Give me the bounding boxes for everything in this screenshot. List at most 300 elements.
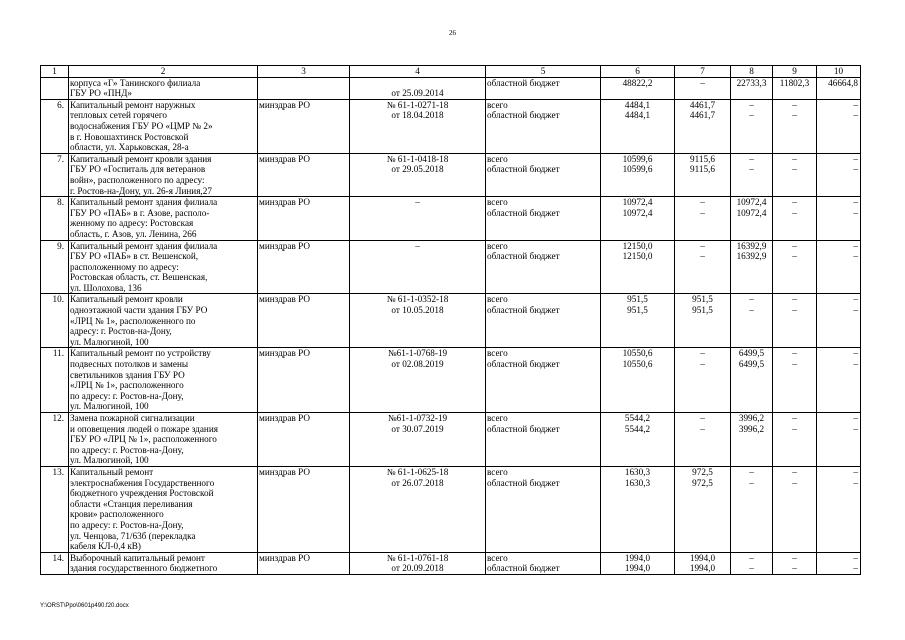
cell-num: 11. [41,348,69,413]
cell-source [486,466,601,552]
cell-line: областной бюджет [487,164,560,175]
cell-line: – [700,240,705,251]
cell-line: 3996,2 [738,413,765,423]
table-row [41,348,861,413]
cell-line: Капитальный ремонт кровли здания [70,153,212,164]
cell-c10 [817,294,861,348]
cell-line: всего [487,153,508,164]
cell-line: областной бюджет [487,305,560,316]
cell-line: – [792,423,797,434]
cell-line: – [749,153,754,164]
cell-c9 [773,77,817,99]
cell-line: областной бюджет [487,563,560,574]
cell-line: «ЛРЦ № 1», расположенного по [70,315,196,326]
cell-c9 [773,240,817,294]
cell-line: – [792,207,797,218]
cell-source [486,552,601,574]
cell-line: адресу: г. Ростов-на-Дону, [70,326,172,337]
cell-c9 [773,552,817,574]
header-cell: 3 [258,66,350,78]
cell-line: – [749,477,754,488]
cell-c9 [773,466,817,552]
cell-doc [350,77,486,99]
cell-c7 [675,552,731,574]
cell-c10 [817,466,861,552]
cell-num [41,77,69,99]
cell-line: – [853,99,858,110]
cell-line: – [700,197,705,208]
cell-c7 [675,99,731,153]
cell-customer: минздрав РО [258,153,350,196]
cell-doc [350,197,486,240]
cell-line: 10972,4 [622,207,653,218]
cell-doc [350,552,486,574]
cell-customer: минздрав РО [258,552,350,574]
header-cell: 9 [773,66,817,78]
cell-line: областной бюджет [487,77,560,88]
cell-customer: минздрав РО [258,197,350,240]
cell-line: № 61-1-0352-18 [386,294,449,305]
cell-line: 10550,6 [622,359,653,370]
cell-num: 6. [41,99,69,153]
cell-line: по адресу: г. Ростов-на-Дону, [70,390,184,401]
header-row [41,66,861,78]
cell-line: № 61-1-0761-18 [386,552,449,563]
cell-line: 1994,0 [624,552,651,563]
cell-c9 [773,197,817,240]
header-cell: 4 [350,66,486,78]
table-row [41,413,861,467]
cell-line: 12150,0 [622,251,653,262]
cell-line: №61-1-0732-19 [387,413,448,423]
cell-name [69,240,258,294]
cell-line: – [792,563,797,574]
header-cell: 1 [41,66,69,78]
page-number: 26 [449,29,456,37]
cell-doc [350,294,486,348]
cell-line: кабеля КЛ-0,4 кВ) [70,541,141,552]
cell-total [601,153,675,196]
cell-line: всего [487,99,508,110]
cell-line: – [792,305,797,316]
cell-line: – [792,197,797,208]
cell-name [69,466,258,552]
cell-num: 10. [41,294,69,348]
cell-total [601,294,675,348]
cell-line: женному по адресу: Ростовская [70,218,194,229]
cell-c10 [817,77,861,99]
cell-line: № 61-1-0625-18 [386,466,449,477]
cell-line: ГБУ РО «ПАБ» в ст. Вешенской, [70,251,199,262]
cell-doc [350,99,486,153]
cell-c10 [817,153,861,196]
cell-total [601,348,675,413]
cell-line: 951,5 [627,305,648,316]
cell-num: 9. [41,240,69,294]
cell-doc [350,240,486,294]
cell-line: – [749,563,754,574]
cell-line: – [749,110,754,121]
cell-line: всего [487,240,508,251]
cell-line: – [700,413,705,423]
cell-total [601,99,675,153]
cell-line: – [749,466,754,477]
cell-line: от 26.07.2018 [391,477,444,488]
cell-num: 7. [41,153,69,196]
cell-line: по адресу: г. Ростов-на-Дону, [70,519,184,530]
cell-line: 951,5 [627,294,648,305]
cell-line: – [749,99,754,110]
cell-line: 5544,2 [624,423,651,434]
cell-c9 [773,348,817,413]
cell-c8 [731,348,773,413]
cell-line: г. Ростов-на-Дону, ул. 26-я Линия,27 [70,185,212,196]
cell-line: ул. Малюгиной, 100 [70,401,149,412]
cell-source [486,197,601,240]
cell-line: от 30.07.2019 [391,423,444,434]
cell-line: по адресу: г. Ростов-на-Дону, [70,444,184,455]
cell-name [69,552,258,574]
cell-line: войн», расположенного по адресу: [70,174,205,185]
cell-line: ул. Ченцова, 71/63б (перекладка [70,530,196,541]
cell-line: № 61-1-0418-18 [386,153,449,164]
cell-line: ГБУ РО «Госпиталь для ветеранов [70,164,206,175]
cell-c7 [675,466,731,552]
cell-line: 10972,4 [736,197,767,208]
cell-line: 16392,9 [736,251,767,262]
cell-line: – [853,240,858,251]
table-row [41,552,861,574]
cell-c9 [773,99,817,153]
cell-line: тепловых сетей горячего [70,110,167,121]
cell-customer: минздрав РО [258,99,350,153]
cell-total [601,466,675,552]
cell-c8 [731,99,773,153]
cell-line: 4484,1 [624,99,651,110]
cell-line: Капитальный ремонт наружных [70,99,196,110]
cell-doc [350,153,486,196]
cell-line: – [792,477,797,488]
table-row [41,153,861,196]
cell-line: 1994,0 [624,563,651,574]
cell-line: 11802,3 [779,77,810,88]
cell-total [601,77,675,99]
cell-line: 951,5 [692,294,713,305]
cell-c8 [731,240,773,294]
cell-line: – [853,466,858,477]
cell-line: 10550,6 [622,348,653,359]
cell-line: – [853,197,858,208]
cell-line: областной бюджет [487,207,560,218]
cell-doc [350,413,486,467]
cell-line: всего [487,348,508,359]
cell-line: 9115,6 [690,164,715,175]
cell-line: в г. Новошахтинск Ростовской [70,131,189,142]
cell-line: 22733,3 [736,77,767,88]
cell-line: электроснабжения Государственного [70,477,215,488]
cell-line: областной бюджет [487,110,560,121]
cell-total [601,552,675,574]
cell-total [601,413,675,467]
cell-line: 1994,0 [689,563,716,574]
table-row [41,294,861,348]
cell-line: 972,5 [692,477,713,488]
cell-c7 [675,240,731,294]
cell-line: №61-1-0768-19 [387,348,448,359]
cell-line: светильников здания ГБУ РО [70,369,185,380]
cell-line: ул. Малюгиной, 100 [70,336,149,347]
cell-line: 4484,1 [624,110,651,121]
cell-line: области «Станция переливания [70,498,193,509]
cell-name [69,348,258,413]
cell-line: 1994,0 [689,552,716,563]
cell-line: область, г. Азов, ул. Ленина, 266 [70,228,197,239]
cell-c10 [817,552,861,574]
cell-line: 4461,7 [689,99,716,110]
cell-line: – [853,164,858,175]
cell-customer: минздрав РО [258,466,350,552]
file-path-footer: Y:\ORST\Ppo\0601p490.f20.docx [40,603,129,609]
cell-c7 [675,294,731,348]
cell-c9 [773,413,817,467]
cell-line: корпуса «Г» Танинского филиала [70,77,201,88]
cell-line: и оповещения людей о пожаре здания [70,423,218,434]
cell-doc [350,466,486,552]
header-cell: 8 [731,66,773,78]
header-cell: 5 [486,66,601,78]
cell-line: № 61-1-0271-18 [386,99,449,110]
cell-line: «ЛРЦ № 1», расположенного [70,380,184,391]
cell-line: ГБУ РО «ПНД» [70,88,132,99]
cell-line: всего [487,197,508,208]
table-row [41,466,861,552]
cell-line: крови» расположенного [70,509,164,520]
cell-line [351,78,484,89]
cell-line: 10599,6 [622,164,653,175]
cell-line: – [792,99,797,110]
cell-num: 13. [41,466,69,552]
cell-c8 [731,413,773,467]
cell-name [69,99,258,153]
cell-line: – [853,413,858,423]
cell-line: всего [487,294,508,305]
cell-num: 12. [41,413,69,467]
cell-line: водоснабжения ГБУ РО «ЦМР № 2» [70,120,213,131]
cell-line: – [749,305,754,316]
cell-line: – [792,294,797,305]
cell-c7 [675,153,731,196]
cell-c8 [731,552,773,574]
cell-line: Капитальный ремонт [70,466,154,477]
cell-c10 [817,197,861,240]
cell-source [486,240,601,294]
cell-line: 972,5 [692,466,713,477]
cell-line: 6499,5 [738,348,765,359]
cell-name [69,294,258,348]
cell-line: – [792,552,797,563]
cell-c10 [817,99,861,153]
cell-line: – [853,251,858,262]
cell-line: 16392,9 [736,240,767,251]
cell-line: 1630,3 [624,466,651,477]
cell-c9 [773,294,817,348]
cell-line: Капитальный ремонт здания филиала [70,240,218,251]
header-cell: 2 [69,66,258,78]
cell-total [601,240,675,294]
cell-line: – [853,477,858,488]
cell-line: 46664,8 [828,77,858,88]
cell-name [69,413,258,467]
cell-source [486,153,601,196]
cell-line: – [415,240,420,251]
cell-line: областной бюджет [487,359,560,370]
cell-c8 [731,77,773,99]
cell-line: – [700,348,705,359]
cell-c8 [731,294,773,348]
cell-name [69,153,258,196]
cell-line: Ростовская область, ст. Вешенская, [70,272,208,283]
cell-customer: минздрав РО [258,413,350,467]
cell-line: 12150,0 [622,240,653,251]
cell-name [69,197,258,240]
cell-line: – [792,348,797,359]
cell-c8 [731,153,773,196]
cell-line: – [792,153,797,164]
cell-line: бюджетного учреждения Ростовской [70,488,214,499]
cell-line: всего [487,466,508,477]
program-table [40,65,861,575]
cell-source [486,413,601,467]
cell-line: – [749,552,754,563]
cell-line: 951,5 [692,305,713,316]
cell-line: Капитальный ремонт кровли [70,294,183,305]
cell-line: расположенному по адресу: [70,261,179,272]
cell-line: – [792,164,797,175]
cell-c7 [675,348,731,413]
cell-line: – [792,413,797,423]
cell-line: одноэтажной части здания ГБУ РО [70,305,208,316]
cell-name [69,77,258,99]
cell-c8 [731,197,773,240]
cell-line: – [853,153,858,164]
cell-line: от 20.09.2018 [391,563,444,574]
table-body [41,66,861,575]
cell-line: – [700,251,705,262]
cell-line: – [853,294,858,305]
cell-line: 3996,2 [738,423,765,434]
cell-line: – [792,466,797,477]
cell-line: – [792,251,797,262]
cell-num: 14. [41,552,69,574]
cell-customer: минздрав РО [258,240,350,294]
cell-line: 1630,3 [624,477,651,488]
cell-line: ГБУ РО «ПАБ» в г. Азове, располо- [70,207,210,218]
cell-line: – [700,359,705,370]
cell-line: – [792,359,797,370]
cell-line: – [853,359,858,370]
cell-c7 [675,77,731,99]
cell-line: от 29.05.2018 [391,164,444,175]
cell-line: областной бюджет [487,423,560,434]
cell-line: 10599,6 [622,153,653,164]
cell-c9 [773,153,817,196]
cell-line: – [415,197,420,208]
cell-line: – [853,423,858,434]
cell-line: – [700,207,705,218]
cell-line: – [853,552,858,563]
cell-customer: минздрав РО [258,294,350,348]
cell-source [486,294,601,348]
cell-c7 [675,413,731,467]
table-row [41,197,861,240]
cell-line: 4461,7 [689,110,716,121]
cell-line: – [792,110,797,121]
cell-line: – [749,164,754,175]
cell-line: Выборочный капитальный ремонт [70,552,205,563]
cell-line: от 18.04.2018 [391,110,444,121]
table-row [41,77,861,99]
cell-doc [350,348,486,413]
cell-c10 [817,413,861,467]
cell-line: областной бюджет [487,477,560,488]
cell-line: от 02.08.2019 [391,359,444,370]
cell-line: Капитальный ремонт здания филиала [70,197,218,208]
cell-line: ГБУ РО «ЛРЦ № 1», расположенного [70,434,217,445]
cell-customer [258,77,350,99]
cell-line: здания государственного бюджетного [70,563,218,574]
cell-line: области, ул. Харьковская, 28-а [70,142,189,153]
table-row [41,240,861,294]
header-cell: 6 [601,66,675,78]
cell-line: – [853,563,858,574]
cell-line: Капитальный ремонт по устройству [70,348,211,359]
header-cell: 10 [817,66,861,78]
cell-c8 [731,466,773,552]
cell-c7 [675,197,731,240]
cell-c10 [817,348,861,413]
cell-line: 10972,4 [736,207,767,218]
cell-line: 10972,4 [622,197,653,208]
cell-line: подвесных потолков и замены [70,359,189,370]
cell-source [486,99,601,153]
cell-line: областной бюджет [487,251,560,262]
cell-line: – [853,305,858,316]
cell-line: 9115,6 [690,153,715,164]
cell-source [486,348,601,413]
cell-source [486,77,601,99]
cell-line: – [853,207,858,218]
cell-line: – [792,240,797,251]
cell-line: всего [487,552,508,563]
cell-line: ул. Малюгиной, 100 [70,455,149,466]
cell-line: Замена пожарной сигнализации [70,413,195,423]
header-cell: 7 [675,66,731,78]
table-row [41,99,861,153]
cell-line: от 10.05.2018 [391,305,444,316]
cell-total [601,197,675,240]
cell-line: 48822,2 [622,77,653,88]
cell-line: 5544,2 [624,413,651,423]
cell-line: всего [487,413,508,423]
cell-line: ул. Шолохова, 136 [70,282,142,293]
cell-line: – [749,294,754,305]
cell-line: – [700,423,705,434]
cell-line: – [700,77,705,88]
cell-line: – [853,348,858,359]
cell-line: – [853,110,858,121]
cell-customer: минздрав РО [258,348,350,413]
cell-c10 [817,240,861,294]
